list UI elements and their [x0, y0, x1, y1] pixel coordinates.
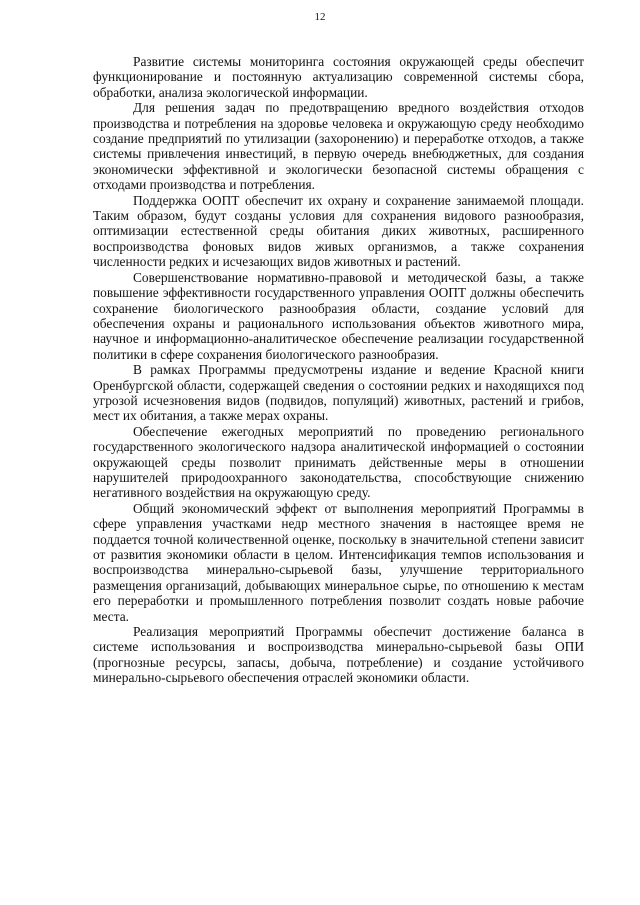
paragraph-supervision: Обеспечение ежегодных мероприятий по проведению регионального государственного экологического надзора аналитической информацией о состоянии окружающей среды позволит принимать действенные меры в отношении нарушителей природоохранного законодательства, способствующие снижению негативного воздействия на окружающую среду.: [93, 423, 584, 501]
page-number: 12: [314, 11, 326, 23]
paragraph-mineral-base: Реализация мероприятий Программы обеспечит достижение баланса в системе использования и воспроизводства минерально-сырьевой базы ОПИ (прогнозные ресурсы, запасы, добыча, потребление) и создание устойчивого минерально-сырьевого обеспечения отраслей экономики области.: [93, 624, 584, 686]
paragraph-waste: Для решения задач по предотвращению вредного воздействия отходов производства и потребления на здоровье человека и окружающую среду необходимо создание предприятий по утилизации (захоронению) и переработке отходов, а также системы привлечения инвестиций, в первую очередь внебюджетных, для создания экономически эффективной и экологически безопасной системы обращения с отходами производства и потребления.: [93, 100, 584, 193]
paragraph-economic-effect: Общий экономический эффект от выполнения мероприятий Программы в сфере управления участками недр местного значения в настоящее время не поддается точной количественной оценке, поскольку в значительной степени зависит от развития экономики области в целом. Интенсификация темпов использования и воспроизводства минерально-сырьевой базы, улучшение территориального размещения организаций, добывающих минеральное сырье, по отношению к местам его переработки и промышленного потребления позволит создать новые рабочие места.: [93, 500, 584, 624]
footer-watermark: ▔▔▔ ▔ ▔▔▔▔ ▔ ▔▔ ▔▔▔ ▔ ▔▔▔▔▔ ▔: [420, 893, 549, 900]
paragraph-monitoring: Развитие системы мониторинга состояния окружающей среды обеспечит функционирование и постоянную актуализацию современной системы сбора, обработки, анализа экологической информации.: [93, 54, 584, 100]
document-body: [93, 54, 584, 686]
paragraph-protected-areas: Поддержка ООПТ обеспечит их охрану и сохранение занимаемой площади. Таким образом, будут созданы условия для сохранения видового разнообразия, оптимизации естественной среды обитания диких животных, расширенного воспроизводства фоновых видов живых организмов, а также сохранения численности редких и исчезающих видов животных и растений.: [93, 192, 584, 270]
paragraph-red-book: В рамках Программы предусмотрены издание и ведение Красной книги Оренбургской области, содержащей сведения о состоянии редких и находящихся под угрозой исчезновения видов (подвидов, популяций) животных, растений и грибов, мест их обитания, а также мерах охраны.: [93, 362, 584, 424]
paragraph-legal-framework: Совершенствование нормативно-правовой и методической базы, а также повышение эффективности государственного управления ООПТ должны обеспечить сохранение биологического разнообразия области, создание условий для обеспечения охраны и рационального использования объектов животного мира, научное и информационно-аналитическое обеспечение реализации государственной политики в сфере сохранения биологического разнообразия.: [93, 269, 584, 362]
